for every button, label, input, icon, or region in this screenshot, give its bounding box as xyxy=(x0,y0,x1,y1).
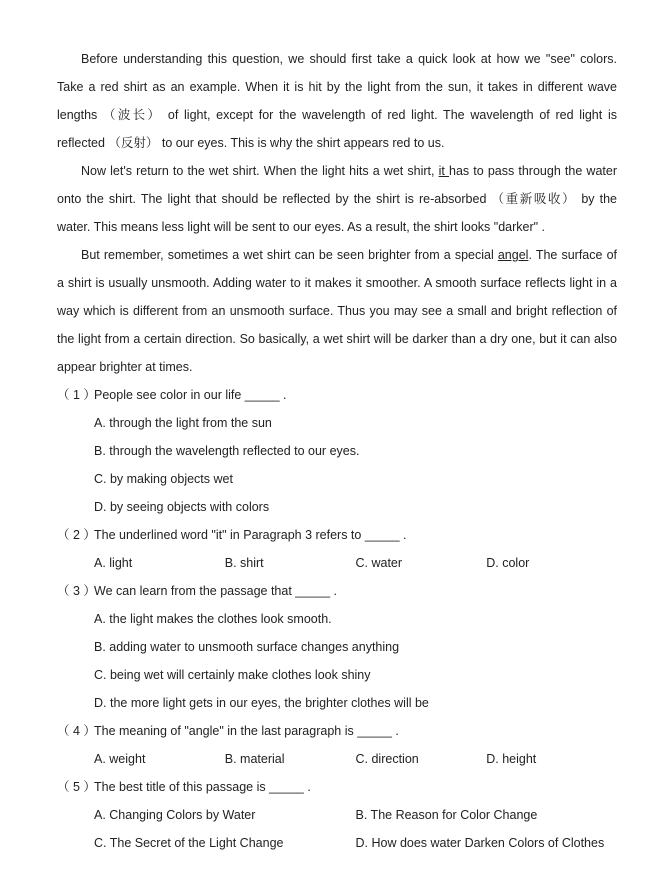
question-4 xyxy=(57,717,617,773)
question-number: （ 4 ） xyxy=(57,724,96,738)
option-a[interactable]: A. light xyxy=(94,556,133,570)
question-4-options xyxy=(94,745,617,773)
option-c[interactable]: C. being wet will certainly make clothes look shiny xyxy=(94,668,371,682)
question-number: （ 3 ） xyxy=(57,584,96,598)
paragraph-2-text-b: has to pass through the water onto the shirt. The light that should be reflected by the shirt is re-absorbed （重新吸收） by the water. This means less light will be sent to our eyes. As a result, the shirt looks "darker" . xyxy=(57,164,617,234)
question-text: People see color in our life _____ . xyxy=(94,388,287,402)
option-b[interactable]: B. The Reason for Color Change xyxy=(355,808,538,822)
option-b[interactable]: B. material xyxy=(224,752,285,766)
question-5 xyxy=(57,773,617,857)
question-1 xyxy=(57,381,617,521)
option-a[interactable]: A. the light makes the clothes look smooth. xyxy=(94,612,332,626)
paragraph-2-text-a: Now let's return to the wet shirt. When the light hits a wet shirt, xyxy=(81,164,439,178)
option-d[interactable]: D. by seeing objects with colors xyxy=(94,500,270,514)
option-d[interactable]: D. How does water Darken Colors of Clothes xyxy=(355,836,605,850)
option-a[interactable]: A. Changing Colors by Water xyxy=(94,808,256,822)
option-b[interactable]: B. adding water to unsmooth surface changes anything xyxy=(94,640,400,654)
question-2-options xyxy=(94,549,617,577)
paragraph-3-text-b: . The surface of a shirt is usually unsmooth. Adding water to it makes it smoother. A smooth surface reflects light in a way which is different from an unsmooth surface. Thus you may see a small and bright reflection of the light from a certain direction. So basically, a wet shirt will be darker than a dry one, but it can also appear brighter at times. xyxy=(57,248,617,374)
paragraph-1-text: Before understanding this question, we should first take a quick look at how we "see" colors. Take a red shirt as an example. When it is hit by the light from the sun, it takes in different wave lengths （波长） of light, except for the wavelength of red light. The wavelength of red light is reflected （反射） to our eyes. This is why the shirt appears red to us. xyxy=(57,52,617,150)
option-c[interactable]: C. by making objects wet xyxy=(94,472,233,486)
question-1-stem xyxy=(57,381,617,409)
underlined-word-it: it xyxy=(438,164,449,178)
question-5-options-row-2 xyxy=(94,829,617,857)
passage-paragraph-3 xyxy=(57,241,617,381)
passage-paragraph-2 xyxy=(57,157,617,241)
option-c[interactable]: C. direction xyxy=(355,752,419,766)
option-d[interactable]: D. the more light gets in our eyes, the brighter clothes will be xyxy=(94,696,429,710)
question-text: The underlined word "it" in Paragraph 3 refers to _____ . xyxy=(94,528,407,542)
question-5-options-row-1 xyxy=(94,801,617,829)
question-3-stem xyxy=(57,577,617,605)
question-text: The best title of this passage is _____ . xyxy=(94,780,311,794)
question-text: The meaning of "angle" in the last paragraph is _____ . xyxy=(94,724,399,738)
option-c[interactable]: C. The Secret of the Light Change xyxy=(94,836,284,850)
question-2-stem xyxy=(57,521,617,549)
paragraph-3-text-a: But remember, sometimes a wet shirt can be seen brighter from a special xyxy=(81,248,498,262)
question-2 xyxy=(57,521,617,577)
exam-page xyxy=(57,45,617,857)
option-d[interactable]: D. color xyxy=(486,556,530,570)
option-b[interactable]: B. through the wavelength reflected to our eyes. xyxy=(94,444,360,458)
question-4-stem xyxy=(57,717,617,745)
option-c[interactable]: C. water xyxy=(355,556,403,570)
option-a[interactable]: A. through the light from the sun xyxy=(94,416,272,430)
passage-paragraph-1 xyxy=(57,45,617,157)
question-3-options xyxy=(94,605,617,717)
option-b[interactable]: B. shirt xyxy=(224,556,264,570)
question-1-options xyxy=(94,409,617,521)
question-5-stem xyxy=(57,773,617,801)
option-d[interactable]: D. height xyxy=(486,752,537,766)
question-text: We can learn from the passage that _____ . xyxy=(94,584,337,598)
question-3 xyxy=(57,577,617,717)
underlined-word-angel: angel xyxy=(497,248,529,262)
question-number: （ 2 ） xyxy=(57,528,96,542)
option-a[interactable]: A. weight xyxy=(94,752,146,766)
question-number: （ 1 ） xyxy=(57,388,96,402)
question-number: （ 5 ） xyxy=(57,780,96,794)
